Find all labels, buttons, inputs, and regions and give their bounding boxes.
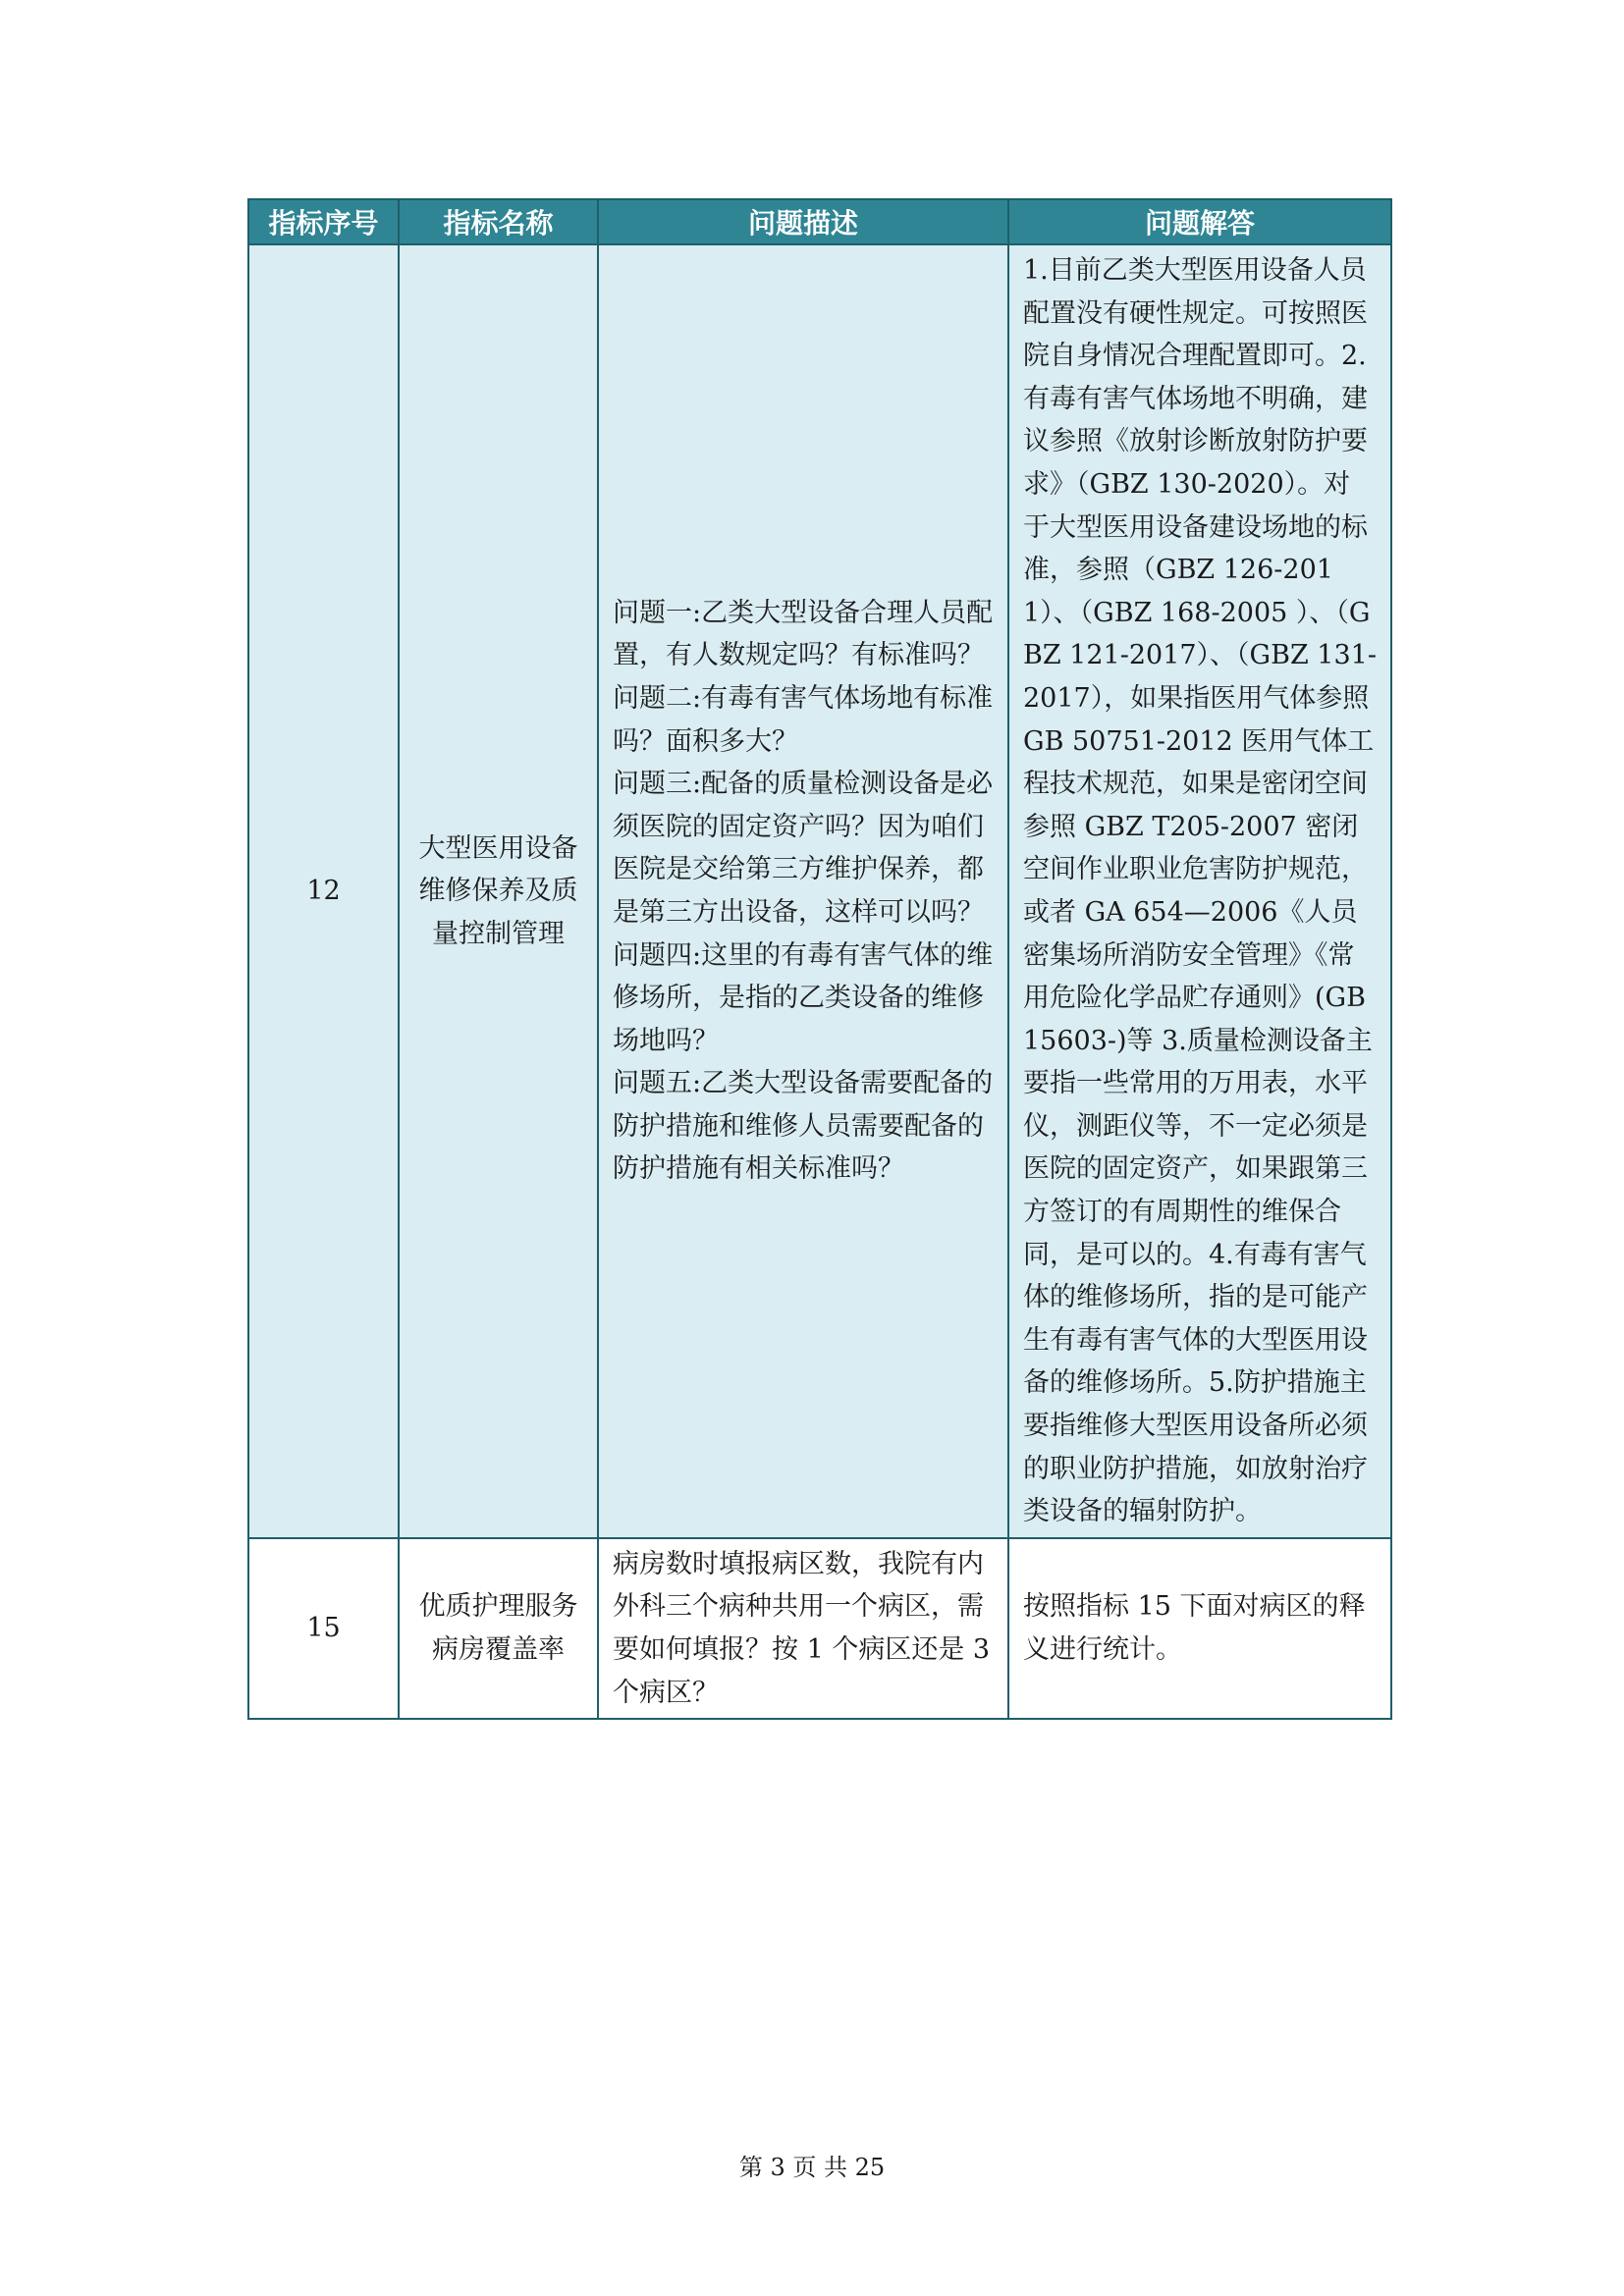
question-item: 问题三:配备的质量检测设备是必须医院的固定资产吗？因为咱们医院是交给第三方维护保养，都是第三方出设备，这样可以吗？ — [613, 769, 994, 928]
question-description — [598, 244, 1008, 1538]
question-item: 问题一:乙类大型设备合理人员配置，有人数规定吗？有标准吗？ — [613, 597, 994, 671]
header-name: 指标名称 — [399, 199, 598, 244]
table-row — [248, 244, 1391, 1538]
question-item: 问题五:乙类大型设备需要配备的防护措施和维修人员需要配备的防护措施有相关标准吗？ — [613, 1068, 994, 1185]
question-item: 问题四:这里的有毒有害气体的维修场所，是指的乙类设备的维修场地吗？ — [613, 939, 994, 1056]
question-item: 病房数时填报病区数，我院有内外科三个病种共用一个病区，需要如何填报？按 1 个病区还是 3 个病区？ — [613, 1548, 991, 1708]
indicator-index: 12 — [248, 244, 399, 1538]
header-answer: 问题解答 — [1008, 199, 1391, 244]
table-header-row — [248, 199, 1391, 244]
page-number-footer: 第 3 页 共 25 — [738, 2154, 886, 2181]
qa-table — [247, 198, 1392, 1720]
question-answer: 1.目前乙类大型医用设备人员配置没有硬性规定。可按照医院自身情况合理配置即可。2.有毒有害气体场地不明确，建议参照《放射诊断放射防护要求》（GBZ 130-2020）。对于大型医用设备建设场地的标准，参照（GBZ 126-2011）、（GBZ 168-2005 ）、（GBZ 121-2017）、（GBZ 131-2017），如果指医用气体参照 GB 50751-2012 医用气体工程技术规范，如果是密闭空间参照 GBZ T205-2007 密闭空间作业职业危害防护规范，或者 GA 654—2006《人员密集场所消防安全管理》《常用危险化学品贮存通则》(GB15603-)等 3.质量检测设备主要指一些常用的万用表，水平仪，测距仪等，不一定必须是医院的固定资产，如果跟第三方签订的有周期性的维保合同，是可以的。4.有毒有害气体的维修场所，指的是可能产生有毒有害气体的大型医用设备的维修场所。5.防护措施主要指维修大型医用设备所必须的职业防护措施，如放射治疗类设备的辐射防护。 — [1008, 244, 1391, 1538]
table-row — [248, 1538, 1391, 1719]
indicator-name: 大型医用设备维修保养及质量控制管理 — [399, 244, 598, 1538]
indicator-index: 15 — [248, 1538, 399, 1719]
indicator-name: 优质护理服务病房覆盖率 — [399, 1538, 598, 1719]
question-description — [598, 1538, 1008, 1719]
header-question: 问题描述 — [598, 199, 1008, 244]
header-index: 指标序号 — [248, 199, 399, 244]
question-answer: 按照指标 15 下面对病区的释义进行统计。 — [1008, 1538, 1391, 1719]
question-item: 问题二:有毒有害气体场地有标准吗？面积多大？ — [613, 682, 994, 757]
